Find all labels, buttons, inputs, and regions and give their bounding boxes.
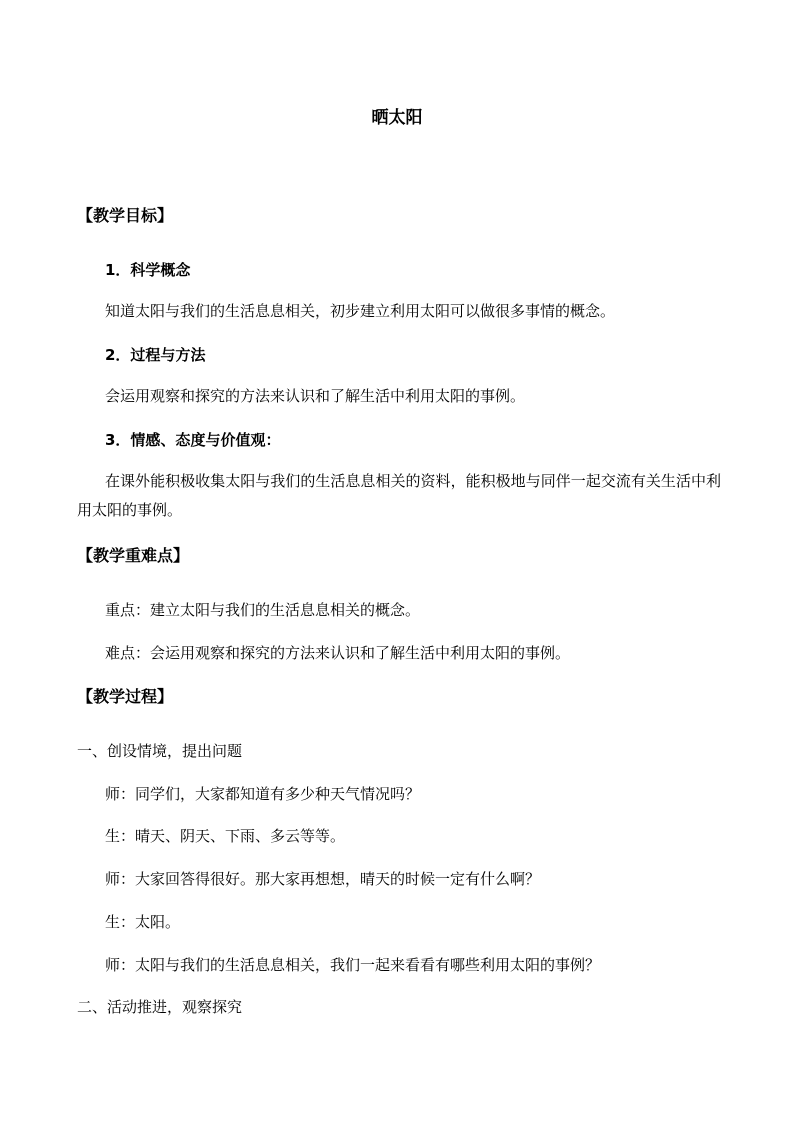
dialogue-line: 生：太阳。 [105,913,181,931]
difficult-point-text: 难点：会运用观察和探究的方法来认识和了解生活中利用太阳的事例。 [105,644,571,662]
attitude-text: 在课外能积极收集太阳与我们的生活息息相关的资料，能积极地与同伴一起交流有关生活中利用太阳的事例。 [77,472,721,519]
step-two-heading: 二、活动推进，观察探究 [77,998,243,1016]
keypoints-heading: 【教学重难点】 [77,546,190,565]
concept-text: 知道太阳与我们的生活息息相关，初步建立利用太阳可以做很多事情的概念。 [105,302,616,320]
dialogue-line: 师：大家回答得很好。那大家再想想，晴天的时候一定有什么啊？ [105,870,541,888]
dialogue-line: 师：同学们，大家都知道有多少种天气情况吗？ [105,785,421,803]
concept-heading: 1．科学概念 [105,261,191,279]
process-method-text: 会运用观察和探究的方法来认识和了解生活中利用太阳的事例。 [105,387,526,405]
objectives-heading: 【教学目标】 [77,206,174,225]
step-one-heading: 一、创设情境，提出问题 [77,742,243,760]
dialogue-line: 师：太阳与我们的生活息息相关，我们一起来看看有哪些利用太阳的事例？ [105,956,601,974]
process-method-heading: 2．过程与方法 [105,346,206,364]
process-heading: 【教学过程】 [77,687,174,706]
document-title: 晒太阳 [371,108,423,128]
attitude-heading: 3．情感、态度与价值观： [105,431,281,449]
key-point-text: 重点：建立太阳与我们的生活息息相关的概念。 [105,601,421,619]
dialogue-line: 生：晴天、阴天、下雨、多云等等。 [105,827,346,845]
